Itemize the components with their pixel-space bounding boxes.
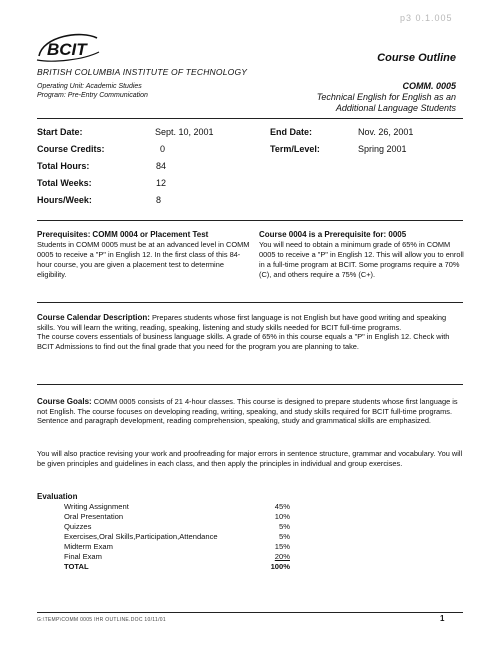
goals-text-1: COMM 0005 consists of 21 4-hour classes. This course is designed to prepare students whose first language is not English. The course focuses on developing reading, writing, speaking, and study skills required for BCIT full-time programs. Sentence and paragraph development, reading comprehension, speaking, study and grammatical skills are emphasized. [37, 397, 458, 425]
goals-label: Course Goals: [37, 397, 92, 406]
goals-text-2: You will also practice revising your work and proofreading for major errors in sentence structure, grammar and vocabulary. You will be given principles and guidelines in each class, and then apply the principles in individual and group exercises. [37, 449, 463, 468]
institution-name: BRITISH COLUMBIA INSTITUTE OF TECHNOLOGY [37, 67, 248, 77]
page-number: 1 [440, 614, 445, 623]
calendar-text-1: Prepares students whose first language is not English but have good writing and speaking skills. You will learn the writing, reading, speaking, listening and study skills needed for BCIT full-time programs. [37, 313, 447, 332]
divider [37, 220, 463, 221]
prerequisite-for-section [259, 230, 465, 280]
total-weeks-value: 12 [156, 178, 167, 188]
total-weeks-label: Total Weeks: [37, 178, 92, 188]
eval-item-name: Midterm Exam [64, 542, 113, 551]
eval-item-pct: 45% [274, 502, 290, 511]
course-heading [317, 81, 456, 114]
prerequisite-for-heading: Course 0004 is a Prerequisite for: 0005 [259, 230, 407, 239]
eval-item-pct: 15% [274, 542, 290, 551]
program-name: Program: Pre-Entry Communication [37, 92, 148, 99]
term-label: Term/Level: [270, 144, 320, 154]
prerequisites-label: Prerequisites: [37, 230, 91, 239]
prerequisite-for-text: You will need to obtain a minimum grade of 65% in COMM 0005 to receive a "P" in English 12. This will allow you to enroll in a full-time program at BCIT. Some programs require a 70% (C), and others require a 75% (C+). [259, 240, 464, 279]
hours-week-value: 8 [156, 195, 162, 205]
hours-week-label: Hours/Week: [37, 195, 92, 205]
eval-item-name: Oral Presentation [64, 512, 124, 521]
total-hours-value: 84 [156, 161, 167, 171]
end-date-label: End Date: [270, 127, 313, 137]
eval-item-name: Writing Assignment [64, 502, 129, 511]
eval-item-pct: 5% [279, 522, 290, 531]
footer-divider [37, 612, 463, 613]
course-goals [37, 397, 465, 426]
eval-item-name: Quizzes [64, 522, 92, 531]
bcit-logo [33, 30, 103, 64]
operating-unit: Operating Unit: Academic Studies [37, 83, 142, 90]
evaluation-heading: Evaluation [37, 492, 78, 501]
eval-total-label: TOTAL [64, 562, 89, 571]
credits-label: Course Credits: [37, 144, 105, 154]
calendar-text-2: The course covers essentials of business language skills. A grade of 65% in this course equals a "P" in English 12. Check with BCIT Admissions to find out the final grade that you need for the program you are planning to take. [37, 332, 450, 351]
course-code: COMM. 0005 [402, 81, 456, 91]
divider [37, 302, 463, 303]
eval-item-pct: 20% [274, 552, 290, 561]
document-title: Course Outline [377, 52, 456, 64]
course-title-line-2: Additional Language Students [335, 103, 456, 113]
credits-value: 0 [160, 144, 166, 154]
prerequisites-value: COMM 0004 or Placement Test [92, 230, 209, 239]
start-date-label: Start Date: [37, 127, 83, 137]
eval-item-name: Exercises,Oral Skills,Participation,Attendance [64, 532, 218, 541]
footer-path: G:\TEMP\COMM 0005 IHR OUTLINE.DOC 10/11/01 [37, 617, 166, 623]
scan-stamp: p3 0.1.005 [400, 13, 453, 23]
calendar-label: Course Calendar Description: [37, 313, 150, 322]
unit-program [37, 82, 148, 100]
course-title-line-1: Technical English for English as an [316, 92, 456, 102]
eval-item-pct: 10% [274, 512, 290, 521]
divider [37, 384, 463, 385]
start-date-value: Sept. 10, 2001 [155, 127, 214, 137]
prerequisites-section [37, 230, 251, 280]
eval-total-pct: 100% [270, 562, 290, 571]
eval-item-pct: 5% [279, 532, 290, 541]
total-hours-label: Total Hours: [37, 161, 90, 171]
divider [37, 118, 463, 119]
end-date-value: Nov. 26, 2001 [358, 127, 414, 137]
logo-text: BCIT [47, 40, 87, 59]
prerequisites-text: Students in COMM 0005 must be at an advanced level in COMM 0005 to receive a "P" in English 12. In the first class of this 84-hour course, you are given a placement test to determine eligibility. [37, 240, 250, 279]
goals-practice [37, 449, 465, 468]
eval-item-name: Final Exam [64, 552, 102, 561]
calendar-description [37, 313, 465, 351]
term-value: Spring 2001 [358, 144, 407, 154]
